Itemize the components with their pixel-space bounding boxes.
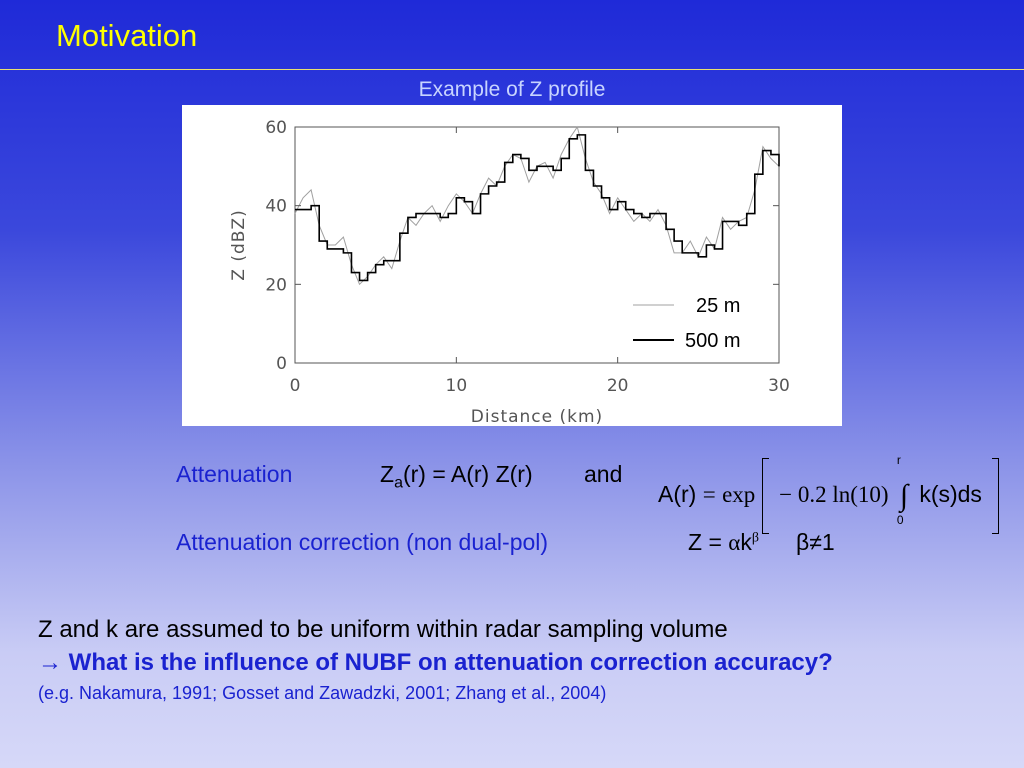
- integral-sign: [895, 453, 913, 527]
- eq-sign: =: [702, 482, 716, 508]
- corr-alpha: α: [728, 530, 741, 555]
- z-k-relation: [688, 529, 759, 556]
- attenuation-label: Attenuation: [176, 461, 293, 487]
- beta-condition: β≠1: [796, 529, 835, 555]
- corr-z-eq: Z =: [688, 529, 722, 555]
- assumption-text: Z and k are assumed to be uniform within radar sampling volume: [38, 616, 728, 643]
- a-of-r: A(r): [658, 481, 697, 508]
- y-tick-label: 60: [265, 118, 287, 138]
- legend-label-25m: 25 m: [696, 295, 741, 317]
- z-profile-chart: [182, 105, 842, 426]
- correction-label: Attenuation correction (non dual-pol): [176, 529, 549, 555]
- series-25m-line: [295, 127, 779, 284]
- attenuation-and: and: [584, 461, 623, 487]
- attenuation-equation: [380, 461, 533, 493]
- chart-panel: [182, 105, 842, 426]
- atten-z-rest: (r) = A(r) Z(r): [402, 461, 533, 487]
- integral-symbol: ∫: [899, 479, 909, 512]
- y-tick-label: 0: [276, 354, 287, 374]
- y-axis-title: Z (dBZ): [229, 209, 249, 281]
- left-bracket: [762, 458, 769, 534]
- research-question: → What is the influence of NUBF on attenuation correction accuracy?: [38, 649, 833, 676]
- plot-lines: [295, 127, 779, 284]
- x-tick-label: 0: [289, 376, 301, 396]
- integral-lower: 0: [896, 513, 904, 527]
- figure-caption: Example of Z profile: [418, 78, 606, 101]
- minus-coefficient: − 0.2 ln(10): [779, 482, 889, 508]
- axis-ticks: [265, 118, 789, 396]
- right-bracket: [992, 458, 999, 534]
- integrand: k(s)ds: [919, 481, 982, 508]
- exp-text: exp: [722, 482, 756, 508]
- x-tick-label: 10: [445, 376, 468, 396]
- legend: [633, 295, 741, 352]
- legend-label-500m: 500 m: [685, 330, 741, 352]
- integral-upper: r: [896, 453, 901, 467]
- references: (e.g. Nakamura, 1991; Gosset and Zawadzki, 2001; Zhang et al., 2004): [38, 683, 607, 703]
- y-tick-label: 20: [265, 275, 287, 296]
- title-divider: [0, 69, 1024, 70]
- series-500m-step-line: [295, 135, 779, 281]
- slide-title: Motivation: [56, 18, 198, 53]
- corr-k: k: [740, 529, 752, 555]
- atten-z: Z: [380, 461, 395, 487]
- x-tick-label: 30: [768, 376, 790, 396]
- x-axis-title: Distance (km): [470, 407, 604, 426]
- corr-beta-sup: β: [751, 530, 759, 546]
- path-integrated-attenuation-equation: [658, 453, 999, 534]
- y-tick-label: 40: [265, 196, 287, 217]
- atten-z-sub: a: [394, 474, 403, 492]
- x-tick-label: 20: [606, 376, 629, 396]
